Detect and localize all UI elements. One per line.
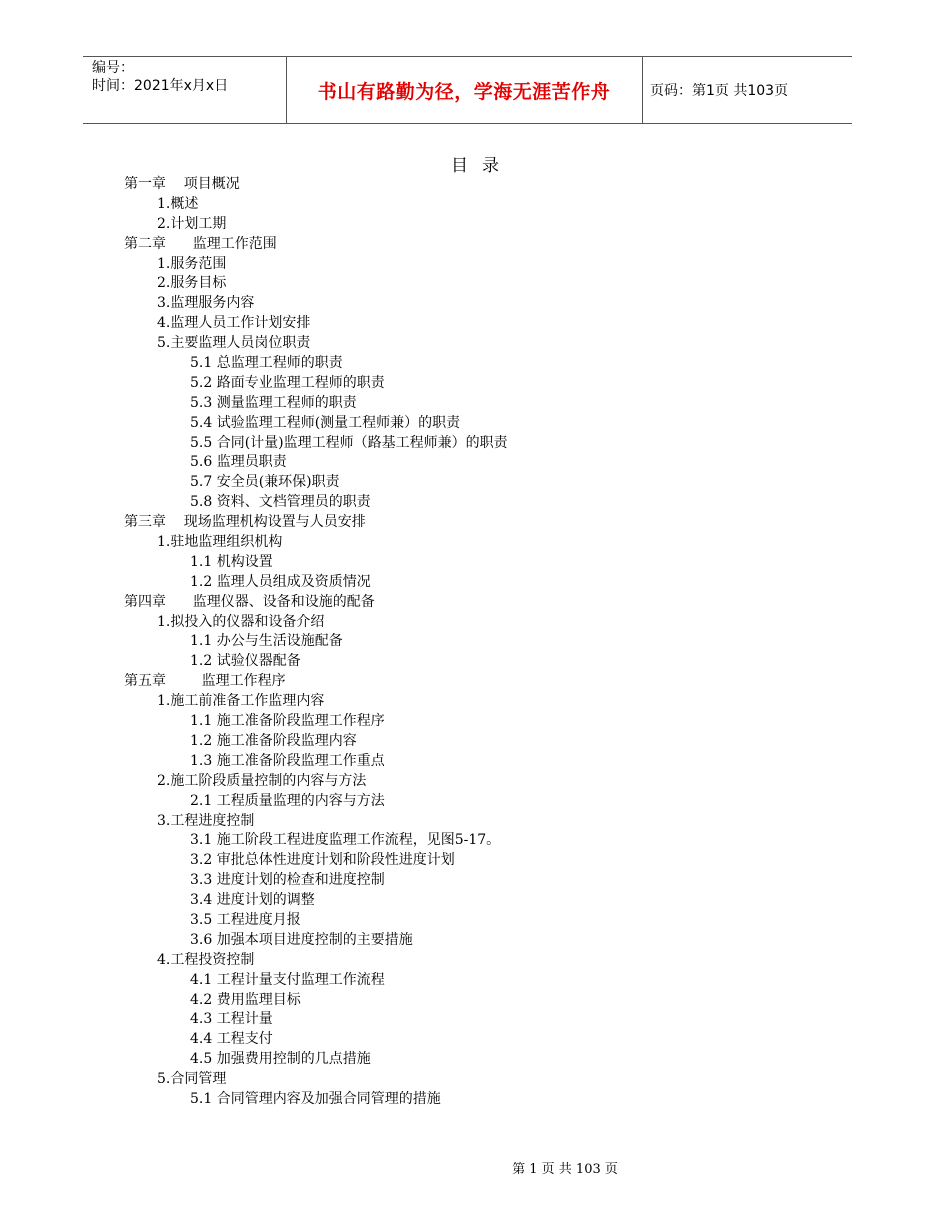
toc-subsection: 5.6 监理员职责 xyxy=(190,454,287,471)
page-header xyxy=(83,56,852,124)
toc-chapter: 第一章 项目概况 xyxy=(124,176,240,192)
toc-chapter: 第三章 现场监理机构设置与人员安排 xyxy=(124,514,366,531)
toc-subsection: 1.2 施工准备阶段监理内容 xyxy=(190,732,357,749)
toc-subsection: 5.2 路面专业监理工程师的职责 xyxy=(190,374,385,391)
toc-subsection: 5.1 合同管理内容及加强合同管理的措施 xyxy=(190,1090,441,1107)
table-of-contents xyxy=(124,175,508,1110)
toc-subsection: 5.8 资料、文档管理员的职责 xyxy=(190,494,371,511)
toc-section: 1.施工前准备工作监理内容 xyxy=(157,693,325,710)
toc-subsection: 4.4 工程支付 xyxy=(190,1031,273,1048)
toc-section: 2.计划工期 xyxy=(157,215,227,232)
toc-subsection: 4.3 工程计量 xyxy=(190,1011,273,1028)
toc-subsection: 3.2 审批总体性进度计划和阶段性进度计划 xyxy=(190,852,455,869)
toc-chapter: 第五章 监理工作程序 xyxy=(124,673,286,690)
toc-subsection: 4.5 加强费用控制的几点措施 xyxy=(190,1051,371,1068)
header-divider xyxy=(642,57,643,123)
toc-section: 5.合同管理 xyxy=(157,1071,227,1088)
header-page-label: 页码：第1页 共103页 xyxy=(650,83,789,99)
toc-subsection: 3.4 进度计划的调整 xyxy=(190,892,315,909)
toc-section: 5.主要监理人员岗位职责 xyxy=(157,335,311,352)
toc-chapter: 第四章 监理仪器、设备和设施的配备 xyxy=(124,593,375,610)
toc-section: 4.工程投资控制 xyxy=(157,951,255,968)
toc-subsection: 4.1 工程计量支付监理工作流程 xyxy=(190,971,385,988)
toc-subsection: 1.3 施工准备阶段监理工作重点 xyxy=(190,752,385,769)
toc-subsection: 1.2 试验仪器配备 xyxy=(190,653,301,670)
toc-section: 2.施工阶段质量控制的内容与方法 xyxy=(157,772,367,789)
toc-subsection: 3.5 工程进度月报 xyxy=(190,911,301,928)
toc-section: 2.服务目标 xyxy=(157,275,227,292)
toc-section: 4.监理人员工作计划安排 xyxy=(157,315,311,332)
document-time-label: 时间：2021年x月x日 xyxy=(92,78,229,94)
toc-subsection: 5.1 总监理工程师的职责 xyxy=(190,355,343,372)
toc-subsection: 5.4 试验监理工程师(测量工程师兼）的职责 xyxy=(190,414,461,431)
toc-subsection: 3.6 加强本项目进度控制的主要措施 xyxy=(190,931,413,948)
toc-subsection: 3.3 进度计划的检查和进度控制 xyxy=(190,872,385,889)
toc-subsection: 1.2 监理人员组成及资质情况 xyxy=(190,573,371,590)
toc-subsection: 1.1 机构设置 xyxy=(190,553,273,570)
toc-subsection: 5.5 合同(计量)监理工程师（路基工程师兼）的职责 xyxy=(190,434,508,451)
toc-subsection: 1.1 施工准备阶段监理工作程序 xyxy=(190,713,385,730)
toc-section: 1.拟投入的仪器和设备介绍 xyxy=(157,613,325,630)
toc-subsection: 5.3 测量监理工程师的职责 xyxy=(190,394,357,411)
toc-subsection: 1.1 办公与生活设施配备 xyxy=(190,633,343,650)
header-motto: 书山有路勤为径，学海无涯苦作舟 xyxy=(317,80,611,103)
toc-section: 3.工程进度控制 xyxy=(157,812,255,829)
toc-title: 目录 xyxy=(451,156,513,176)
toc-subsection: 4.2 费用监理目标 xyxy=(190,991,301,1008)
toc-section: 3.监理服务内容 xyxy=(157,295,255,312)
page-footer: 第 1 页 共 103 页 xyxy=(512,1162,618,1177)
document-number-label: 编号： xyxy=(92,60,134,76)
toc-section: 1.概述 xyxy=(157,195,199,212)
toc-section: 1.驻地监理组织机构 xyxy=(157,534,283,551)
toc-section: 1.服务范围 xyxy=(157,255,227,272)
toc-chapter: 第二章 监理工作范围 xyxy=(124,235,277,252)
toc-subsection: 3.1 施工阶段工程进度监理工作流程，见图5-17。 xyxy=(190,832,501,849)
header-meta xyxy=(92,59,228,95)
toc-subsection: 2.1 工程质量监理的内容与方法 xyxy=(190,792,385,809)
toc-subsection: 5.7 安全员(兼环保)职责 xyxy=(190,474,340,491)
